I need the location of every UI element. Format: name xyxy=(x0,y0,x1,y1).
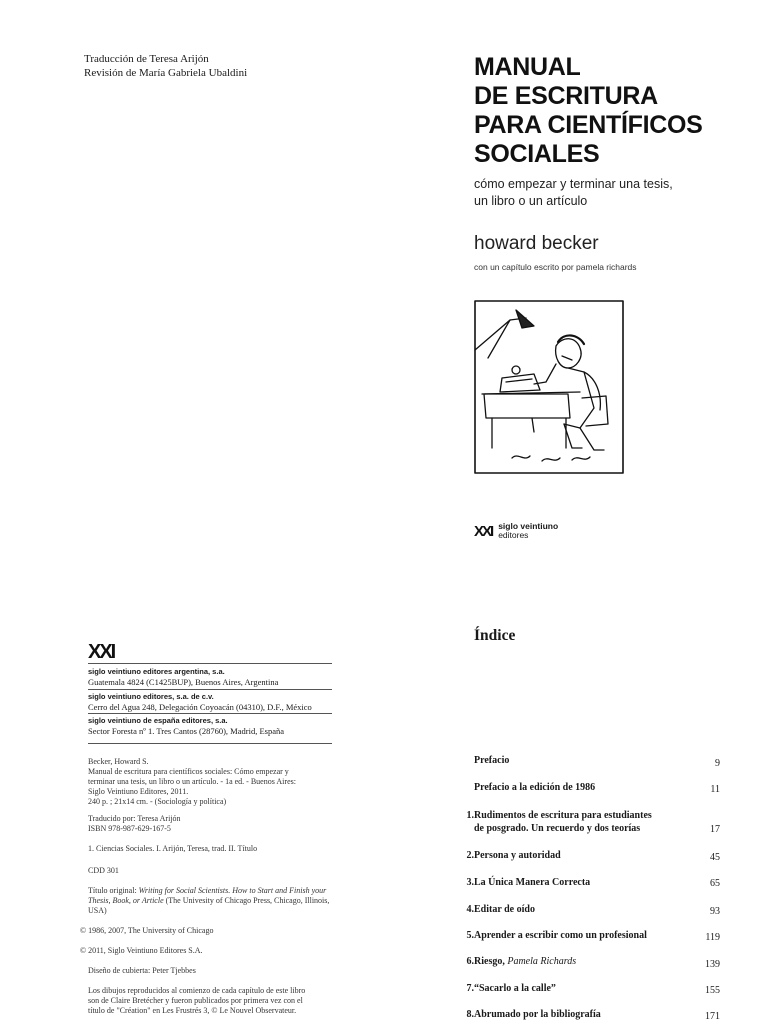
original-prefix: Título original: xyxy=(88,886,139,895)
title-line: DE ESCRITURA xyxy=(474,82,658,110)
toc-page: 93 xyxy=(710,906,720,917)
divider xyxy=(88,743,332,744)
divider xyxy=(88,689,332,690)
divider xyxy=(88,713,332,714)
cip-line: Manual de escritura para científicos sociales: Cómo empezar y xyxy=(88,767,289,776)
toc-page: 17 xyxy=(710,824,720,835)
toc-number: 3. xyxy=(466,877,474,888)
isbn: ISBN 978-987-629-167-5 xyxy=(88,824,171,833)
toc-number: 8. xyxy=(466,1009,474,1020)
toc-page: 155 xyxy=(705,985,720,996)
publisher-house xyxy=(88,715,284,737)
drawings-line: título de "Création" en Les Frustrés 3, © Le Nouvel Observateur. xyxy=(88,1006,297,1015)
original-suffix: (The Univesity of Chicago Press, Chicago, Illinois, USA) xyxy=(88,896,330,915)
cip-line: 240 p. ; 21x14 cm. - (Sociología y política) xyxy=(88,797,227,806)
writer-at-desk-illustration xyxy=(472,298,626,476)
book-subtitle xyxy=(474,176,673,210)
original-title-note xyxy=(88,886,334,916)
toc-label: Abrumado por la bibliografía xyxy=(474,1009,601,1020)
toc-page: 171 xyxy=(705,1011,720,1022)
cip-line: Becker, Howard S. xyxy=(88,757,149,766)
author-name: howard becker xyxy=(474,233,599,254)
toc-page: 11 xyxy=(710,784,720,795)
toc-number: 2. xyxy=(466,850,474,861)
toc-page: 9 xyxy=(715,758,720,769)
house-address: Sector Foresta nº 1. Tres Cantos (28760), Madrid, España xyxy=(88,726,284,736)
toc-entry xyxy=(452,982,720,995)
cover-design: Diseño de cubierta: Peter Tjebbes xyxy=(88,966,196,975)
original-title: Writing for Social Scientists. How to Start and Finish your Thesis, Book, or Article xyxy=(88,886,327,905)
toc-number: 5. xyxy=(466,930,474,941)
colophon-logo: XXI xyxy=(88,641,115,663)
toc-page: 45 xyxy=(710,852,720,863)
toc-number: 6. xyxy=(466,956,474,967)
toc-label: Prefacio xyxy=(474,755,510,766)
publisher-house xyxy=(88,666,278,688)
cdd: CDD 301 xyxy=(88,866,119,875)
toc-label: Riesgo, xyxy=(474,956,508,967)
translation-credits xyxy=(84,52,247,80)
house-address: Guatemala 4824 (C1425BUP), Buenos Aires, Argentina xyxy=(88,677,279,687)
index-title: Índice xyxy=(474,627,516,644)
subtitle-line: cómo empezar y terminar una tesis, xyxy=(474,177,673,191)
house-name: siglo veintiuno editores argentina, s.a. xyxy=(88,667,225,676)
cip-line: Siglo Veintiuno Editores, 2011. xyxy=(88,787,189,796)
cip-line: terminar una tesis, un libro o un artículo. - 1a ed. - Buenos Aires: xyxy=(88,777,296,786)
translator-record xyxy=(88,814,334,834)
toc-entry xyxy=(452,809,720,835)
toc-entry xyxy=(452,849,720,862)
revision-line: Revisión de María Gabriela Ubaldini xyxy=(84,67,248,79)
translator-line: Traducción de Teresa Arijón xyxy=(84,53,209,65)
toc-label: “Sacarlo a la calle” xyxy=(474,983,556,994)
subjects: 1. Ciencias Sociales. I. Arijón, Teresa, trad. II. Título xyxy=(88,844,258,853)
toc-entry xyxy=(452,754,720,767)
toc-number: 4. xyxy=(466,904,474,915)
toc-label: Prefacio a la edición de 1986 xyxy=(474,782,596,793)
toc-label: Persona y autoridad xyxy=(474,850,561,861)
title-line: MANUAL xyxy=(474,53,581,81)
subtitle-line: un libro o un artículo xyxy=(474,194,588,208)
toc-page: 65 xyxy=(710,878,720,889)
drawings-note xyxy=(88,986,334,1016)
toc-entry xyxy=(452,955,720,968)
toc-entry xyxy=(452,876,720,889)
toc-entry xyxy=(452,929,720,942)
divider xyxy=(88,663,332,664)
copyright-chicago: © 1986, 2007, The University of Chicago xyxy=(80,926,214,935)
publisher-name: siglo veintiuno xyxy=(498,521,559,531)
publisher-name-block xyxy=(498,522,558,540)
toc-label: Rudimentos de escritura para estudiantes xyxy=(474,810,652,821)
toc-number: 7. xyxy=(466,983,474,994)
translated-by: Traducido por: Teresa Arijón xyxy=(88,814,181,823)
cip-record xyxy=(88,757,334,807)
toc-label: Editar de oído xyxy=(474,904,535,915)
publisher-sub: editores xyxy=(498,530,529,540)
toc-entry xyxy=(452,903,720,916)
toc-page: 119 xyxy=(705,932,720,943)
drawings-line: Los dibujos reproducidos al comienzo de cada capítulo de este libro xyxy=(88,986,306,995)
publisher-logo: XXI xyxy=(474,522,493,540)
toc-page: 139 xyxy=(705,959,720,970)
toc-entry xyxy=(452,781,720,794)
chapter-note: con un capítulo escrito por pamela richards xyxy=(474,262,637,272)
publisher-mark xyxy=(474,522,558,540)
title-line: PARA CIENTÍFICOS xyxy=(474,111,703,139)
toc-label-continued: de posgrado. Un recuerdo y dos teorías xyxy=(474,823,641,834)
drawings-line: son de Claire Bretécher y fueron publicados por primera vez con el xyxy=(88,996,303,1005)
house-name: siglo veintiuno de españa editores, s.a. xyxy=(88,716,228,725)
book-title xyxy=(474,53,703,169)
title-line: SOCIALES xyxy=(474,140,600,168)
toc-label: La Única Manera Correcta xyxy=(474,877,591,888)
house-address: Cerro del Agua 248, Delegación Coyoacán (04310), D.F., México xyxy=(88,702,312,712)
house-name: siglo veintiuno editores, s.a. de c.v. xyxy=(88,692,214,701)
copyright-siglo: © 2011, Siglo Veintiuno Editores S.A. xyxy=(80,946,203,955)
toc-entry xyxy=(452,1008,720,1021)
publisher-house xyxy=(88,691,312,713)
toc-label: Aprender a escribir como un profesional xyxy=(474,930,647,941)
toc-label-author: Pamela Richards xyxy=(507,956,577,967)
toc-number: 1. xyxy=(466,810,474,821)
